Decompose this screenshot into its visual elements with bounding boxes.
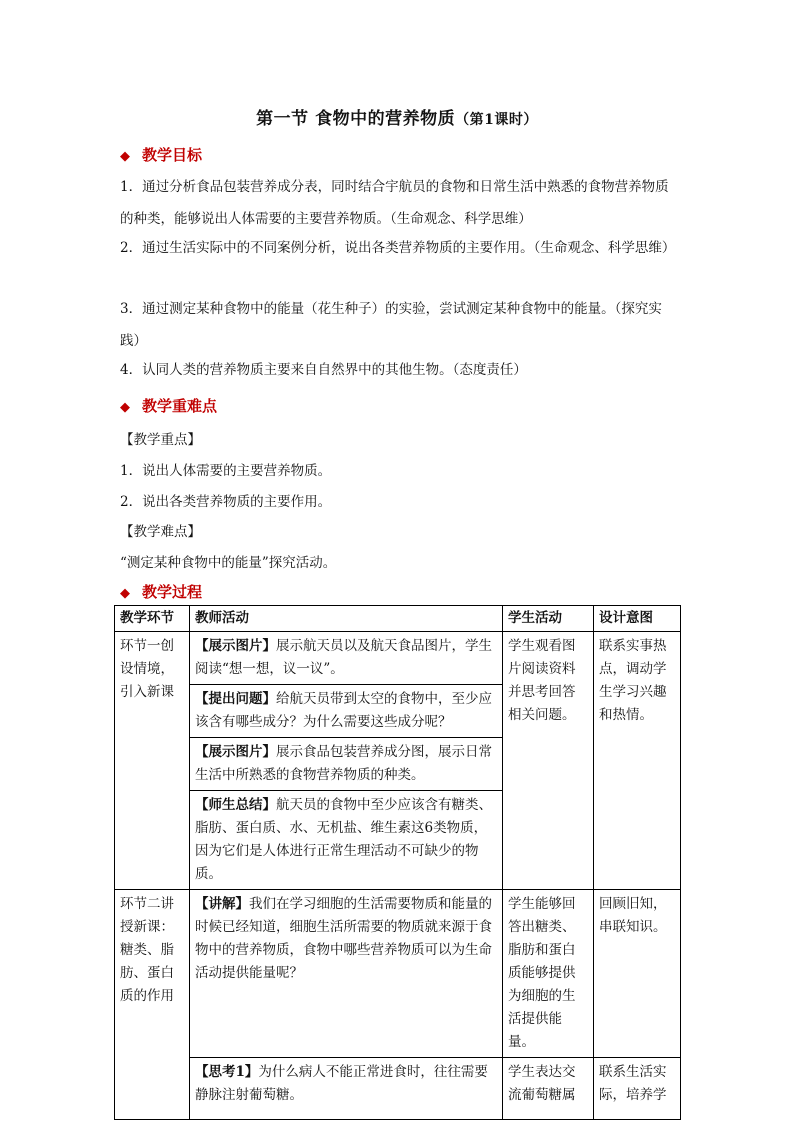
diamond-bullet-icon: ◆ — [120, 149, 130, 164]
header-intent: 设计意图 — [594, 606, 681, 632]
activity-text: 我们在学习细胞的生活需要物质和能量的时候已经知道，细胞生活所需要的物质就来源于食物中的营养物质，食物中哪些营养物质可以为生命活动提供能量呢？ — [195, 896, 492, 981]
diamond-bullet-icon: ◆ — [120, 586, 130, 601]
activity-text: 展示航天员以及航天食品图片，学生阅读“想一想，议一议”。 — [195, 638, 492, 677]
section-key-label: 教学重难点 — [142, 397, 218, 415]
stage1-teacher-4 — [190, 791, 503, 890]
goal-item-2: 2．通过生活实际中的不同案例分析，说出各类营养物质的主要作用。（生命观念、科学思维） — [120, 240, 676, 256]
stage1-student: 学生观看图片阅读资料并思考回答相关问题。 — [503, 632, 594, 890]
activity-tag: 【师生总结】 — [195, 797, 276, 813]
goal-item-3: 3．通过测定某种食物中的能量（花生种子）的实验，尝试测定某种食物中的能量。（探究实践） — [120, 301, 662, 349]
process-table — [114, 605, 681, 1120]
activity-tag: 【讲解】 — [195, 896, 249, 912]
diamond-bullet-icon: ◆ — [120, 400, 130, 415]
stage2-student-2 — [503, 1058, 594, 1120]
activity-tag: 【展示图片】 — [195, 744, 276, 760]
activity-text: 展示食品包装营养成分图，展示日常生活中所熟悉的食物营养物质的种类。 — [195, 744, 492, 783]
stage1-cell: 环节一创设情境，引入新课 — [115, 632, 190, 890]
activity-text: 为什么病人不能正常进食时，往往需要静脉注射葡萄糖。 — [195, 1064, 488, 1103]
activity-tag: 【展示图片】 — [195, 638, 276, 654]
stage2-student-2-text: 学生表达交流葡萄糖属 — [508, 1064, 576, 1103]
focus-item-1: 1．说出人体需要的主要营养物质。 — [120, 463, 332, 479]
section-key-heading — [120, 395, 217, 416]
stage1-teacher-1 — [190, 632, 503, 685]
focus-item-2: 2．说出各类营养物质的主要作用。 — [120, 494, 332, 510]
stage2-cell: 环节二讲授新课：糖类、脂肪、蛋白质的作用 — [115, 890, 190, 1120]
stage2-intent-2 — [594, 1058, 681, 1120]
section-goals-heading — [120, 144, 202, 165]
page-title — [0, 104, 794, 129]
goal-item-4: 4．认同人类的营养物质主要来自自然界中的其他生物。（态度责任） — [120, 362, 527, 378]
title-main: 第一节 食物中的营养物质 — [256, 109, 456, 129]
stage2-intent-2-text: 联系生活实际，培养学 — [599, 1064, 667, 1103]
stage1-intent: 联系实事热点，调动学生学习兴趣和热情。 — [594, 632, 681, 890]
goal-item-1: 1．通过分析食品包装营养成分表，同时结合宇航员的食物和日常生活中熟悉的食物营养物质的种类，能够说出人体需要的主要营养物质。（生命观念、科学思维） — [120, 179, 669, 227]
header-teacher: 教师活动 — [190, 606, 503, 632]
table-row — [115, 1058, 681, 1120]
header-stage: 教学环节 — [115, 606, 190, 632]
focus-label: 【教学重点】 — [120, 432, 201, 448]
section-process-label: 教学过程 — [142, 583, 203, 601]
stage2-teacher-2 — [190, 1058, 503, 1120]
difficulty-label: 【教学难点】 — [120, 524, 201, 540]
section-process-heading — [120, 581, 202, 602]
section-goals-label: 教学目标 — [142, 146, 203, 164]
stage2-student-1: 学生能够回答出糖类、脂肪和蛋白质能够提供为细胞的生活提供能量。 — [503, 890, 594, 1058]
stage2-teacher-1 — [190, 890, 503, 1058]
difficulty-text: “测定某种食物中的能量”探究活动。 — [120, 555, 337, 571]
activity-tag: 【提出问题】 — [195, 691, 276, 707]
table-row — [115, 632, 681, 685]
stage1-teacher-3 — [190, 738, 503, 791]
stage2-intent-1: 回顾旧知，串联知识。 — [594, 890, 681, 1058]
activity-tag: 【思考1】 — [195, 1064, 259, 1080]
title-sub: （第1课时） — [455, 112, 538, 128]
activity-text: 航天员的食物中至少应该含有糖类、脂肪、蛋白质、水、无机盐、维生素这6类物质，因为它们是人体进行正常生理活动不可缺少的物质。 — [195, 797, 492, 882]
header-student: 学生活动 — [503, 606, 594, 632]
table-header-row — [115, 606, 681, 632]
activity-text: 给航天员带到太空的食物中，至少应该含有哪些成分？为什么需要这些成分呢？ — [195, 691, 492, 730]
stage1-teacher-2 — [190, 685, 503, 738]
table-row — [115, 890, 681, 1058]
